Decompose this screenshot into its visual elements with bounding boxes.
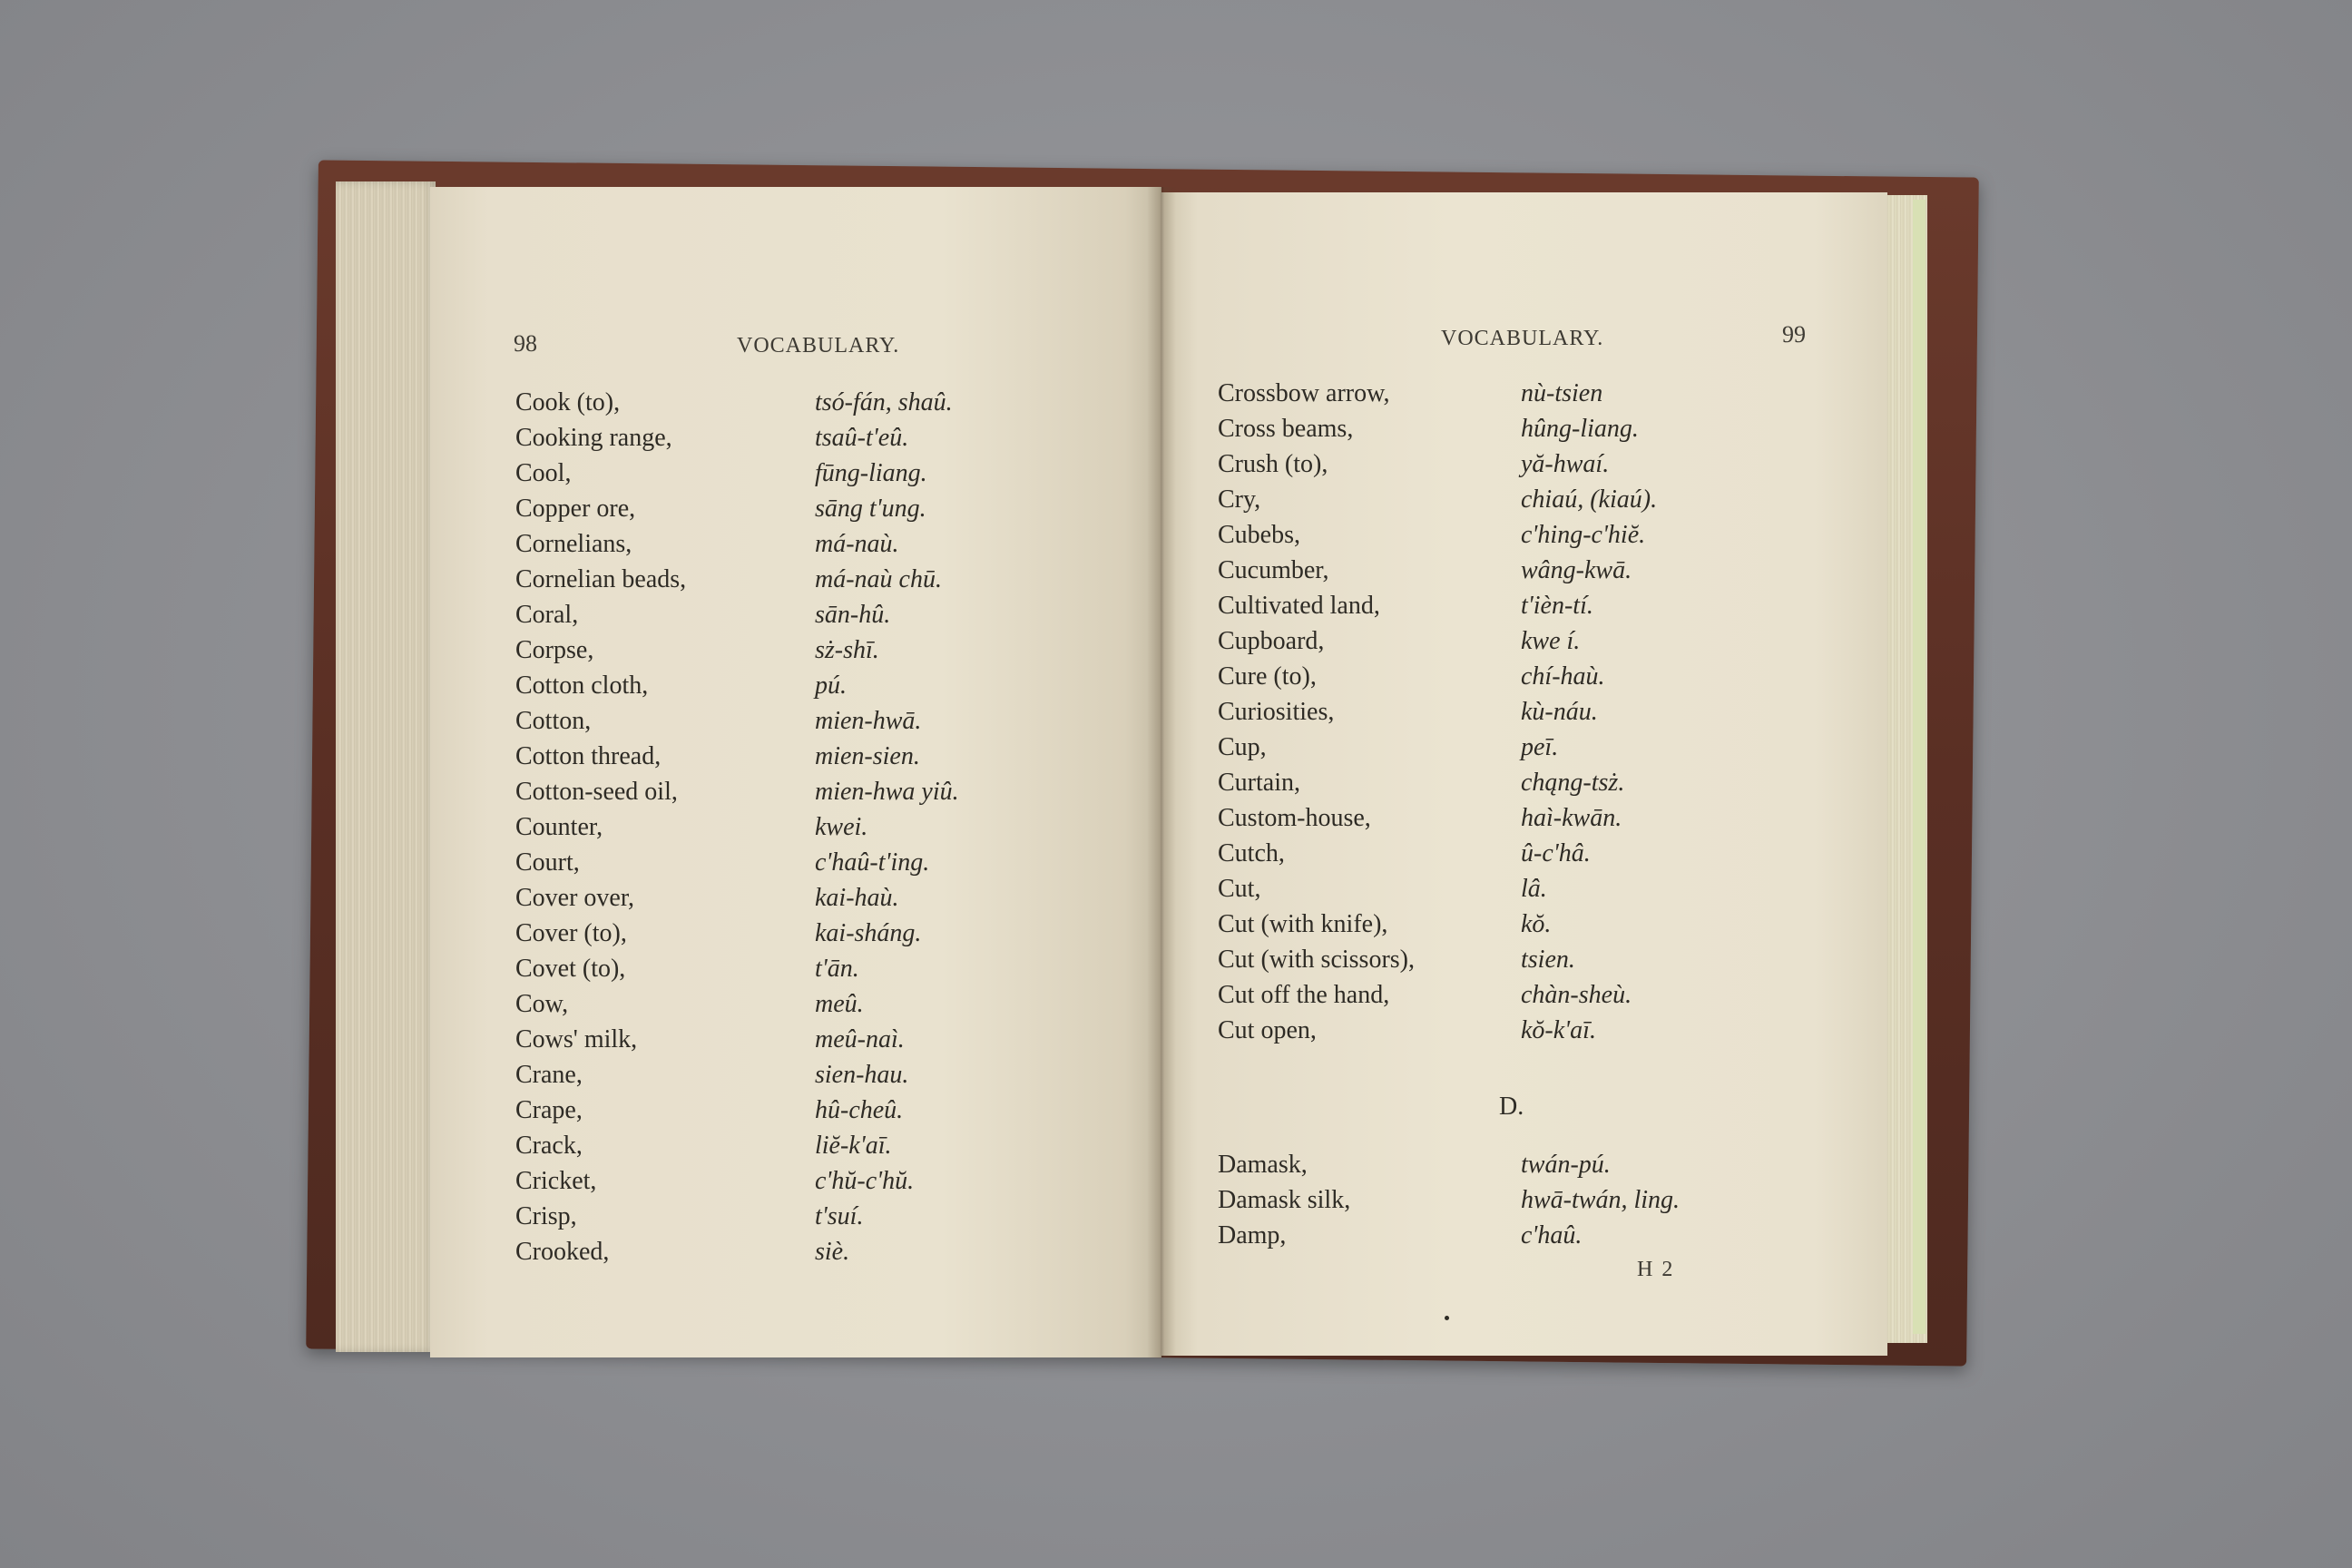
english-term: Curiosities, (1218, 698, 1335, 726)
english-term: Counter, (515, 813, 603, 841)
vocabulary-entry (1218, 411, 1853, 446)
chinese-romanization: tsó-fán, shaû. (815, 388, 953, 416)
vocabulary-entry (515, 1199, 1151, 1234)
vocabulary-entry (1218, 1218, 1853, 1253)
english-term: Cows' milk, (515, 1025, 638, 1054)
english-term: Cross beams, (1218, 415, 1354, 443)
english-term: Curtain, (1218, 769, 1300, 797)
english-term: Damp, (1218, 1221, 1287, 1250)
chinese-romanization: c'hŭ-c'hŭ. (815, 1167, 915, 1195)
english-term: Damask, (1218, 1151, 1308, 1179)
vocabulary-entry (515, 668, 1151, 703)
vocabulary-list (515, 385, 1151, 1269)
vocabulary-entry (515, 562, 1151, 597)
vocabulary-entry (1218, 800, 1853, 836)
chinese-romanization: c'haû-t'ing. (815, 848, 930, 877)
english-term: Cornelians, (515, 530, 632, 558)
running-head: VOCABULARY. (737, 334, 900, 358)
vocabulary-entry (515, 1057, 1151, 1093)
vocabulary-entry (515, 986, 1151, 1022)
english-term: Cut (with scissors), (1218, 946, 1415, 974)
vocabulary-entry (515, 916, 1151, 951)
chinese-romanization: kai-haù. (815, 884, 899, 912)
english-term: Cutch, (1218, 839, 1285, 867)
english-term: Cover over, (515, 884, 635, 912)
vocabulary-entry (1218, 517, 1853, 553)
chinese-romanization: c'haû. (1521, 1221, 1583, 1250)
chinese-romanization: kwei. (815, 813, 868, 841)
chinese-romanization: haì-kwān. (1521, 804, 1622, 832)
english-term: Cover (to), (515, 919, 627, 947)
english-term: Cornelian beads, (515, 565, 687, 593)
english-term: Crisp, (515, 1202, 577, 1230)
english-term: Crossbow arrow, (1218, 379, 1390, 407)
chinese-romanization: fūng-liang. (815, 459, 927, 487)
english-term: Damask silk, (1218, 1186, 1351, 1214)
vocabulary-list (1218, 376, 1853, 1048)
vocabulary-entry (515, 1163, 1151, 1199)
english-term: Cry, (1218, 485, 1261, 514)
english-term: Cotton-seed oil, (515, 778, 678, 806)
vocabulary-entry (515, 526, 1151, 562)
vocabulary-entry (1218, 482, 1853, 517)
vocabulary-entry (1218, 1182, 1853, 1218)
chinese-romanization: sān-hû. (815, 601, 891, 629)
chinese-romanization: yă-hwaí. (1521, 450, 1610, 478)
chinese-romanization: kù-náu. (1521, 698, 1598, 726)
chinese-romanization: nù-tsien (1521, 379, 1603, 407)
chinese-romanization: t'ièn-tí. (1521, 592, 1593, 620)
english-term: Cut (with knife), (1218, 910, 1388, 938)
vocabulary-entry (515, 385, 1151, 420)
chinese-romanization: chí-haù. (1521, 662, 1605, 691)
vocabulary-entry (1218, 730, 1853, 765)
chinese-romanization: meû. (815, 990, 864, 1018)
chinese-romanization: chàn-sheù. (1521, 981, 1632, 1009)
english-term: Court, (515, 848, 580, 877)
chinese-romanization: hûng-liang. (1521, 415, 1639, 443)
chinese-romanization: chąng-tsż. (1521, 769, 1625, 797)
chinese-romanization: kŏ. (1521, 910, 1552, 938)
english-term: Copper ore, (515, 495, 636, 523)
english-term: Cucumber, (1218, 556, 1329, 584)
chinese-romanization: mien-sien. (815, 742, 920, 770)
chinese-romanization: lâ. (1521, 875, 1547, 903)
english-term: Cook (to), (515, 388, 621, 416)
english-term: Crack, (515, 1132, 583, 1160)
english-term: Covet (to), (515, 955, 626, 983)
vocabulary-entry (515, 703, 1151, 739)
page-number: 98 (514, 330, 537, 357)
chinese-romanization: t'ān. (815, 955, 859, 983)
chinese-romanization: twán-pú. (1521, 1151, 1611, 1179)
chinese-romanization: wâng-kwā. (1521, 556, 1632, 584)
english-term: Cupboard, (1218, 627, 1325, 655)
vocabulary-entry (515, 1234, 1151, 1269)
vocabulary-entry (515, 951, 1151, 986)
chinese-romanization: siè. (815, 1238, 850, 1266)
vocabulary-entry (515, 420, 1151, 456)
chinese-romanization: hwā-twán, ling. (1521, 1186, 1681, 1214)
vocabulary-entry (515, 809, 1151, 845)
chinese-romanization: má-naù chū. (815, 565, 942, 593)
vocabulary-entry (1218, 871, 1853, 906)
english-term: Cool, (515, 459, 572, 487)
right-edge-tint (1913, 200, 1926, 1334)
vocabulary-entry (1218, 694, 1853, 730)
chinese-romanization: sāng t'ung. (815, 495, 926, 523)
signature-mark: H 2 (1637, 1258, 1675, 1281)
vocabulary-entry (1218, 376, 1853, 411)
english-term: Cut off the hand, (1218, 981, 1390, 1009)
book-gutter (1147, 187, 1176, 1357)
chinese-romanization: mien-hwa yiû. (815, 778, 959, 806)
ink-speck (1445, 1316, 1449, 1320)
chinese-romanization: kai-sháng. (815, 919, 922, 947)
chinese-romanization: tsien. (1521, 946, 1575, 974)
chinese-romanization: peī. (1521, 733, 1559, 761)
chinese-romanization: t'suí. (815, 1202, 864, 1230)
english-term: Cut, (1218, 875, 1261, 903)
chinese-romanization: kŏ-k'aī. (1521, 1016, 1596, 1044)
vocabulary-entry (1218, 1147, 1853, 1182)
vocabulary-entry (1218, 977, 1853, 1013)
chinese-romanization: kwe í. (1521, 627, 1581, 655)
vocabulary-entry (1218, 836, 1853, 871)
vocabulary-list-d (1218, 1147, 1853, 1253)
vocabulary-entry (1218, 588, 1853, 623)
vocabulary-entry (515, 597, 1151, 632)
chinese-romanization: sien-hau. (815, 1061, 909, 1089)
vocabulary-entry (515, 739, 1151, 774)
english-term: Cup, (1218, 733, 1267, 761)
english-term: Cure (to), (1218, 662, 1317, 691)
english-term: Crape, (515, 1096, 583, 1124)
english-term: Cooking range, (515, 424, 672, 452)
vocabulary-entry (515, 491, 1151, 526)
vocabulary-entry (515, 1022, 1151, 1057)
english-term: Cut open, (1218, 1016, 1317, 1044)
chinese-romanization: chiaú, (kiaú). (1521, 485, 1658, 514)
english-term: Custom-house, (1218, 804, 1371, 832)
vocabulary-entry (515, 880, 1151, 916)
chinese-romanization: hû-cheû. (815, 1096, 904, 1124)
chinese-romanization: meû-naì. (815, 1025, 905, 1054)
vocabulary-entry (1218, 906, 1853, 942)
english-term: Cotton thread, (515, 742, 662, 770)
vocabulary-entry (515, 774, 1151, 809)
section-letter: D. (1499, 1093, 1524, 1121)
left-page-edges (336, 181, 436, 1352)
page-number: 99 (1782, 321, 1806, 348)
running-head: VOCABULARY. (1441, 327, 1604, 350)
left-page (430, 187, 1161, 1357)
chinese-romanization: mien-hwā. (815, 707, 922, 735)
english-term: Crooked, (515, 1238, 610, 1266)
chinese-romanization: û-c'hâ. (1521, 839, 1591, 867)
chinese-romanization: sż-shī. (815, 636, 879, 664)
english-term: Corpse, (515, 636, 594, 664)
english-term: Cultivated land, (1218, 592, 1380, 620)
vocabulary-entry (515, 1093, 1151, 1128)
vocabulary-entry (515, 456, 1151, 491)
english-term: Cricket, (515, 1167, 597, 1195)
chinese-romanization: pú. (815, 671, 847, 700)
vocabulary-entry (1218, 765, 1853, 800)
vocabulary-entry (1218, 1013, 1853, 1048)
chinese-romanization: tsaû-t'eû. (815, 424, 909, 452)
vocabulary-entry (1218, 942, 1853, 977)
chinese-romanization: c'hing-c'hiĕ. (1521, 521, 1646, 549)
vocabulary-entry (1218, 623, 1853, 659)
english-term: Crane, (515, 1061, 583, 1089)
english-term: Cow, (515, 990, 569, 1018)
english-term: Cotton cloth, (515, 671, 649, 700)
english-term: Cotton, (515, 707, 592, 735)
english-term: Coral, (515, 601, 579, 629)
vocabulary-entry (1218, 659, 1853, 694)
chinese-romanization: má-naù. (815, 530, 899, 558)
vocabulary-entry (515, 845, 1151, 880)
vocabulary-entry (515, 632, 1151, 668)
right-page (1161, 192, 1887, 1356)
vocabulary-entry (515, 1128, 1151, 1163)
vocabulary-entry (1218, 553, 1853, 588)
english-term: Crush (to), (1218, 450, 1328, 478)
english-term: Cubebs, (1218, 521, 1300, 549)
chinese-romanization: liĕ-k'aī. (815, 1132, 892, 1160)
vocabulary-entry (1218, 446, 1853, 482)
